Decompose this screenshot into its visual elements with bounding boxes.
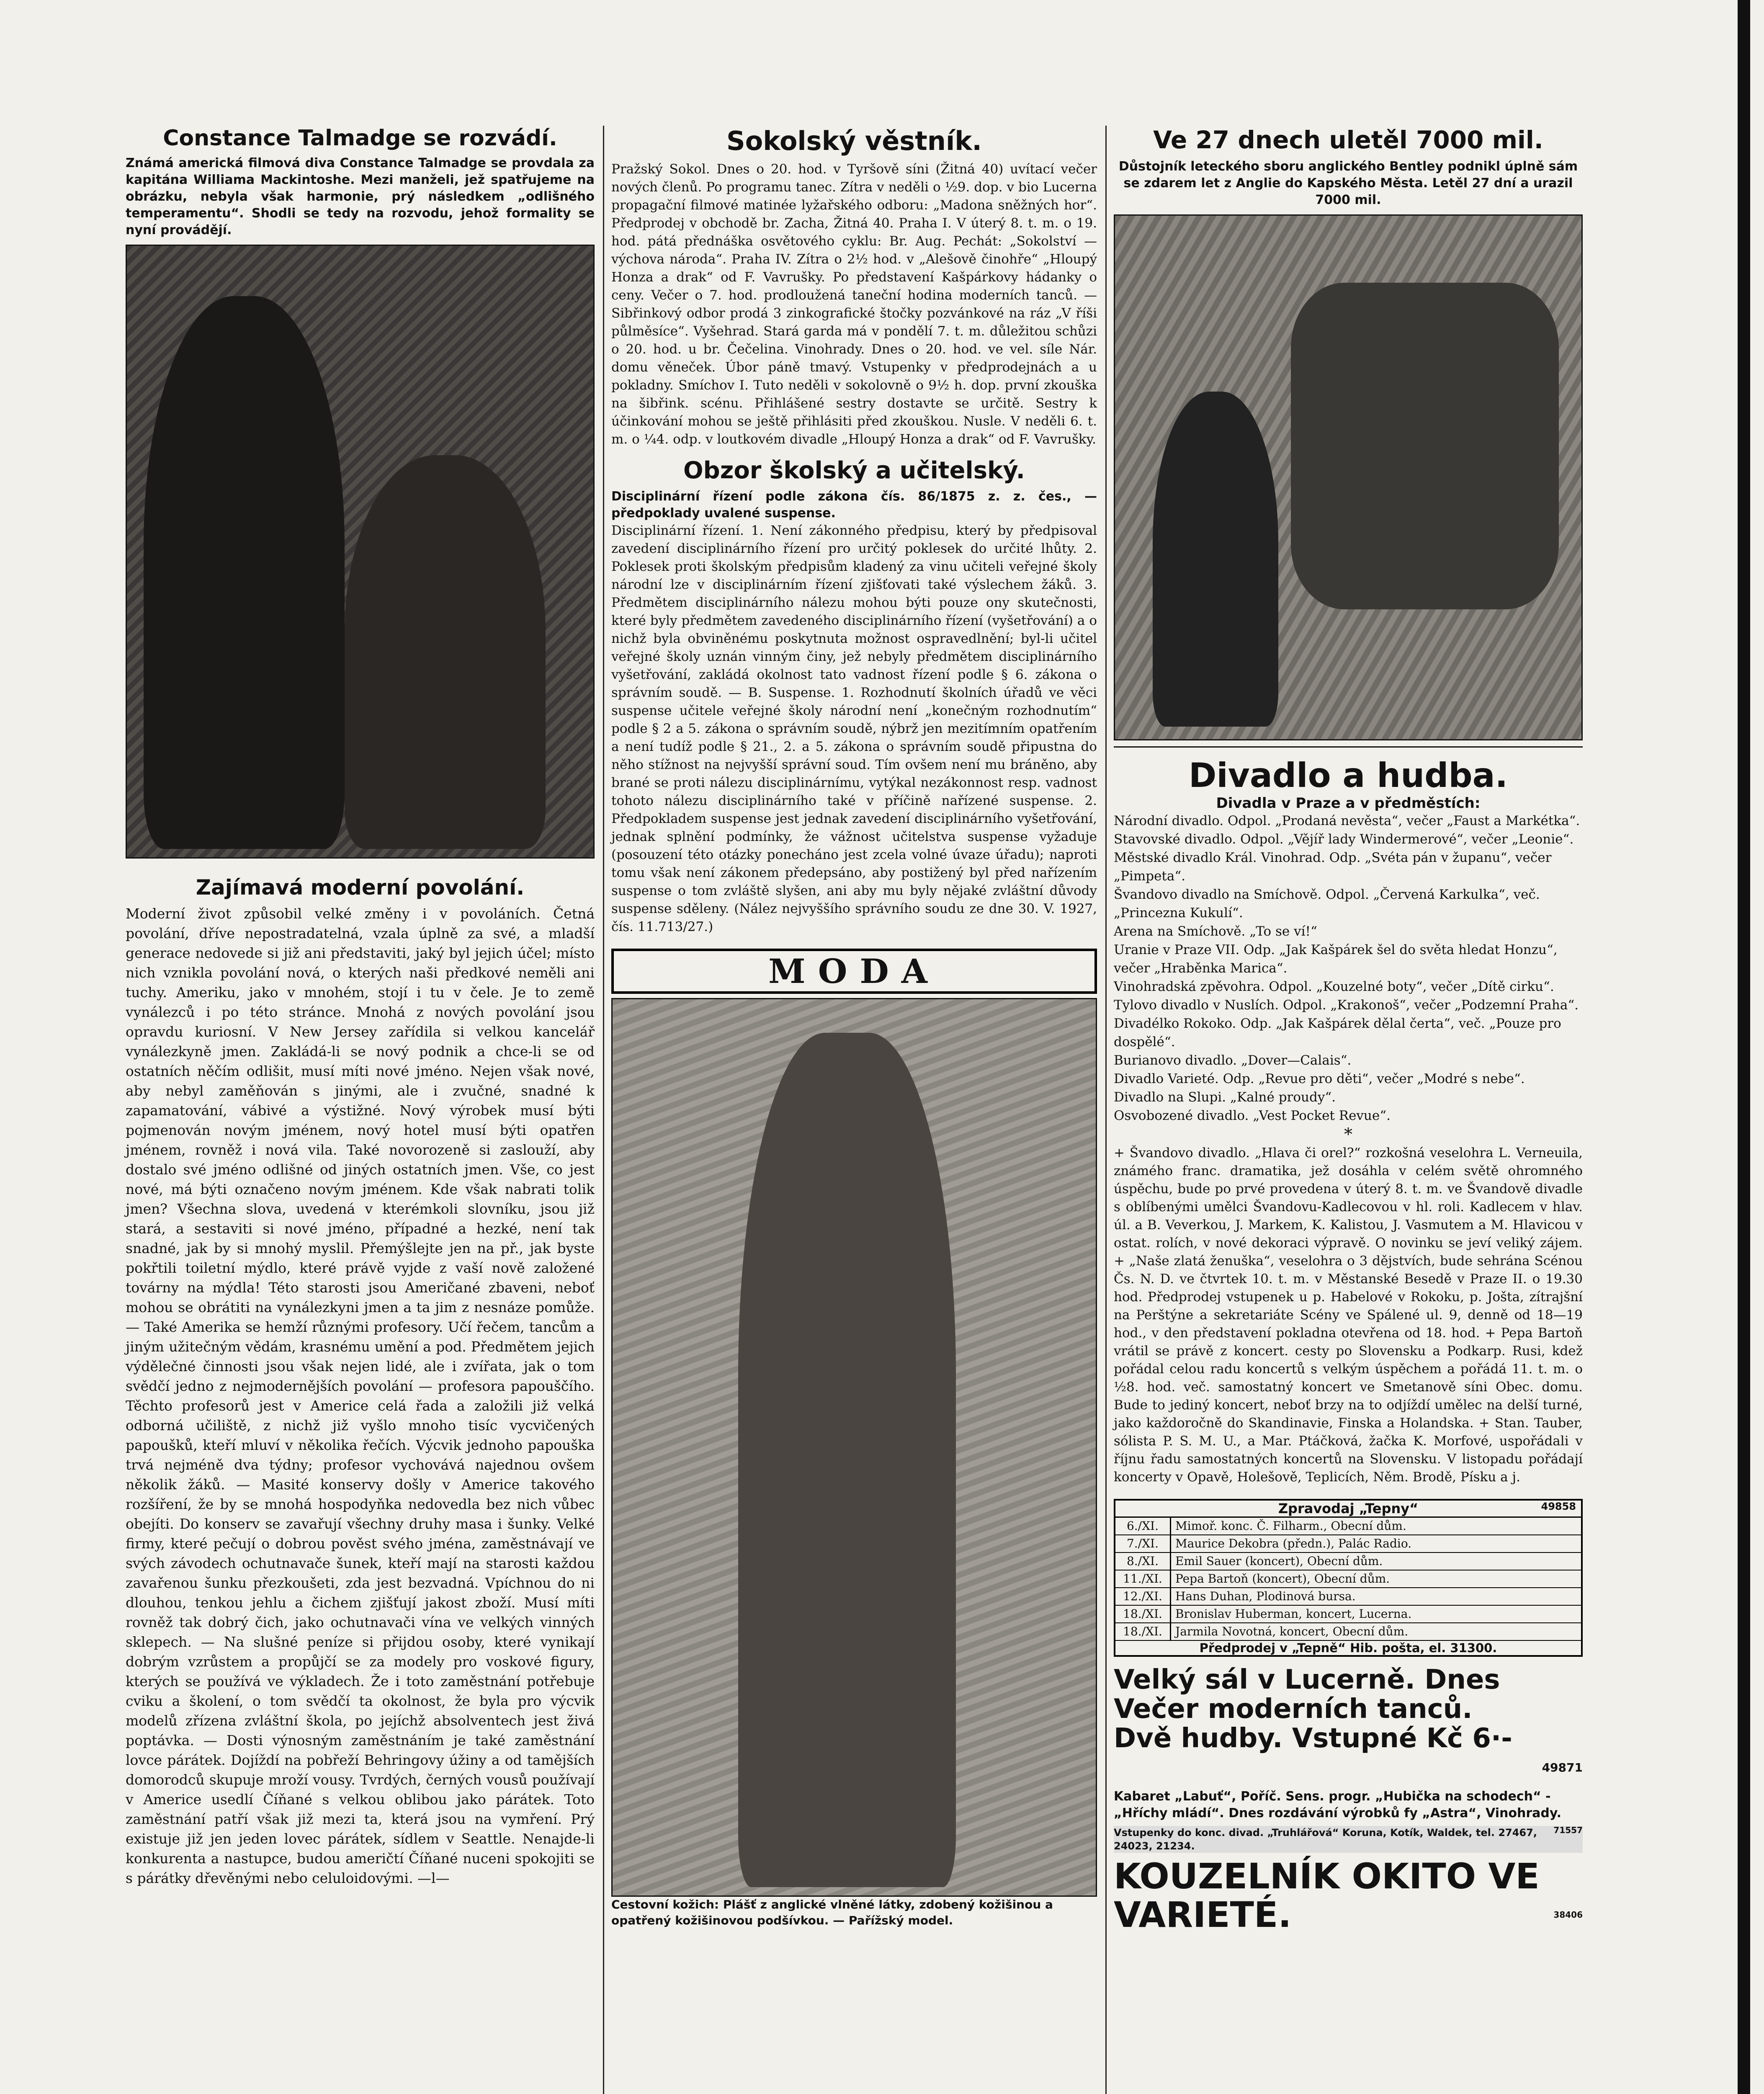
theatre-entry: Divadlo Varieté. Odp. „Revue pro děti“, večer „Modré s nebe“. xyxy=(1114,1071,1525,1086)
lucerna-ad-number: 49871 xyxy=(1542,1761,1583,1774)
row-event: Maurice Dekobra (předn.), Palác Radio. xyxy=(1175,1537,1412,1550)
divider xyxy=(1114,746,1583,748)
table-row xyxy=(1115,1570,1581,1588)
labut-ad-number: 71557 xyxy=(1553,1825,1583,1835)
lucerna-ad-line3: Dvě hudby. Vstupné Kč 6·- xyxy=(1114,1723,1512,1754)
tickets-ad: Vstupenky do konc. divad. „Truhlářová“ Koruna, Kotík, Waldek, tel. 27467, 24023, 21234. xyxy=(1114,1826,1583,1853)
row-event: Hans Duhan, Plodinová bursa. xyxy=(1175,1589,1356,1603)
flight-headline: Ve 27 dnech uletěl 7000 mil. xyxy=(1153,126,1543,154)
okito-ad xyxy=(1114,1857,1583,1934)
right-column xyxy=(1114,126,1583,1934)
theatre-entry: Švandovo divadlo na Smíchově. Odpol. „Červená Karkulka“, več. „Princezna Kukulí“. xyxy=(1114,887,1540,921)
theatre-entry: Uranie v Praze VII. Odp. „Jak Kašpárek šel do světa hledat Honzu“, večer „Hraběnka Marica“. xyxy=(1114,942,1558,976)
lucerna-ad xyxy=(1114,1665,1583,1782)
column-rule-right xyxy=(1105,126,1107,2094)
row-event: Mimoř. konc. Č. Filharm., Obecní dům. xyxy=(1175,1519,1406,1533)
moda-photo xyxy=(611,998,1097,1897)
row-date: 6./XI. xyxy=(1115,1518,1171,1534)
theatre-entry: Národní divadlo. Odpol. „Prodaná nevěsta“, večer „Faust a Markétka“. xyxy=(1114,813,1580,828)
school-article: Disciplinární řízení. 1. Není zákonného předpisu, který by předpisoval zavedení disciplinárního řízení pro určitý poklesek do určité lhůty. 2. Poklesek proti školským předpisům kladený za vinu učiteli veřejné školy národní lze v disciplinárním řízení zjišťovati také výslechem žáků. 3. Předmětem disciplinárního nálezu mohou býti pouze ony skutečnosti, které byly předmětem zavedeného disciplinárního řízení (vyšetřování) a o nichž byla obviněnému poskytnuta možnost ospravedlnění; byl-li učitel veřejné školy uznán vinným činy, jež nebyly předmětem disciplinárního vyšetřování, zakládá okolnost tato vadnost řízení podle § 6. zákona o správním soudě. — B. Suspense. 1. Rozhodnutí školních úřadů ve věci suspense učitele veřejné školy národní není „konečným rozhodnutím“ podle § 2 a 5. zákona o správním soudě, nýbrž jen mezitímním opatřením a není tudíž podle § 21., 2. a 5. zákona o správním soudě připustna do něho stížnost na nejvyšší správní soud. Tím ovšem není mu bráněno, aby brané se proti nálezu disciplinárnímu, vytýkal nezákonnost resp. vadnost tohoto nálezu disciplinárního také v příčině nařízené suspense. 2. Předpokladem suspense jest jednak zavedení disciplinárního vyšetřování, jednak splnění podmínky, že vážnost učitelstva suspense vyžaduje (posouzení této otázky ponecháno jest zcela volné úvaze úřadu); naproti tomu však není zákonem předepsáno, aby postižený byl před nařízením suspense o tom zvláště slyšen, ani aby mu byly nějaké zvláštní důvody suspense sděleny. (Nález nejvyššího správního soudu ze dne 30. V. 1927, čís. 11.713/27.) xyxy=(611,523,1097,934)
okito-ad-text: KOUZELNÍK OKITO VE VARIETÉ. xyxy=(1114,1856,1540,1935)
talmadge-photo xyxy=(126,245,595,859)
flight-lead: Důstojník leteckého sboru anglického Bentley podnikl úplně sám se zdarem let z Anglie do Kapského Města. Letěl 27 dní a urazil 7000 mil. xyxy=(1118,159,1578,207)
tepna-table xyxy=(1114,1499,1583,1657)
theatre-listing xyxy=(1114,812,1583,1125)
table-row xyxy=(1115,1518,1581,1535)
lucerna-ad-line2: Večer moderních tanců. xyxy=(1114,1694,1473,1725)
theatre-news: + Švandovo divadlo. „Hlava či orel?“ rozkošná veselohra L. Verneuila, známého franc. dramatika, jež dosáhla v celém světě ohromného úspěchu, bude po prvé provedena v úterý 8. t. m. ve Švandově divadle s oblíbenými umělci Švandovu-Kadlecovou v hl. roli. Kadlecem v hlav. úl. a B. Veverkou, J. Markem, K. Kalistou, J. Vasmutem a M. Hlavicou v ostat. rolích, v nové dekoraci výpravě. O novinku se jeví veliký zájem. + „Naše zlatá ženuška“, veselohra o 3 dějstvích, bude sehrána Scénou Čs. N. D. ve čtvrtek 10. t. m. v Městanské Besedě v Praze II. o 19.30 hod. Předprodej vstupenek u p. Habelové v Rokoku, p. Jošta, zítrajšní na Perštýne a sekretariáte Scény ve Spálené ul. 9, denně od 18—19 hod., v den představení pokladna otevřena od 18. hod. + Pepa Bartoň vrátil se právě z koncert. cesty po Slovensku a Podkarp. Rusi, kdež pořádal celou radu koncertů s velkým úspěchem a pořádá 11. t. m. o ½8. hod. več. samostatný koncert ve Smetanově síni Obec. domu. Bude to jediný koncert, neboť brzy na to odjíždí umělec na delší turné, jako každoročně do Skandinavie, Finska a Holandska. + Stan. Tauber, sólista P. S. M. U., a Mar. Ptáčková, žačka K. Morfové, uspořádali v říjnu řadu samostatných koncertů na Slovensku. V listopadu pořádají koncerty v Opavě, Holešově, Teplicích, Něm. Brodě, Písku a j. xyxy=(1114,1145,1583,1485)
tepna-ad-number: 49858 xyxy=(1541,1501,1576,1512)
table-row xyxy=(1115,1535,1581,1553)
theatre-entry: Městské divadlo Král. Vinohrad. Odp. „Svéta pán v županu“, večer „Pimpeta“. xyxy=(1114,850,1552,884)
labut-ad-text: Kabaret „Labuť“, Poříč. Sens. progr. „Hubička na schodech“ - „Hříchy mládí“. Dnes rozdávání výrobků fy „Astra“, Vinohrady. xyxy=(1114,1789,1562,1821)
professions-headline: Zajímavá moderní povolání. xyxy=(196,875,525,900)
table-row xyxy=(1115,1623,1581,1641)
row-event: Jarmila Novotná, koncert, Obecní dům. xyxy=(1175,1625,1409,1638)
okito-ad-number: 38406 xyxy=(1553,1910,1583,1920)
table-row xyxy=(1115,1588,1581,1606)
row-date: 7./XI. xyxy=(1115,1535,1171,1552)
row-event: Pepa Bartoň (koncert), Obecní dům. xyxy=(1175,1572,1390,1586)
talmadge-headline: Constance Talmadge se rozvádí. xyxy=(163,126,557,151)
man-figure xyxy=(144,296,345,849)
middle-column xyxy=(611,126,1097,1929)
school-headline: Obzor školský a učitelský. xyxy=(683,457,1025,484)
section-star: * xyxy=(1344,1125,1352,1144)
moda-banner: MODA xyxy=(611,949,1097,994)
flight-photo xyxy=(1114,214,1583,740)
page-edge-shadow xyxy=(1738,0,1750,2094)
sokol-headline: Sokolský věstník. xyxy=(726,126,982,156)
labut-ad xyxy=(1114,1788,1583,1835)
row-date: 18./XI. xyxy=(1115,1623,1171,1640)
left-column xyxy=(126,126,595,1888)
sokol-article: Pražský Sokol. Dnes o 20. hod. v Tyršově síni (Žitná 40) uvítací večer nových členů. Po programu tanec. Zítra v neděli o ½9. dop. v bio Lucerna propagační filmové matinée lyžařského odboru: „Madona sněžných hor“. Předprodej v obchodě br. Zacha, Žitná 40. Praha I. V úterý 8. t. m. o 19. hod. pátá přednáška osvětového cyklu: Br. Aug. Pechát: „Sokolství — výchova národa“. Praha IV. Zítra o 2½ hod. v „Alešově činohře“ „Hloupý Honza a drak“ od F. Vavrušky. Po představení Kašpárkovy hádanky o ceny. Večer o 7. hod. prodloužená taneční hodina moderních tanců. — Sibřinkový odbor prodá 3 zinkografické štočky pozvánkové na ráz „V říši půlměsíce“. Vyšehrad. Stará garda má v pondělí 7. t. m. důležitou schůzi o 20. hod. u br. Čečelina. Vinohrady. Dnes o 20. hod. ve vel. síle Nár. domu věneček. Úbor páně tmavý. Vstupenky v předprodejnách a u pokladny. Smíchov I. Tuto neděli v sokolovně o 9½ h. dop. první zkouška na šibřink. scénu. Přihlášené sestry dostavte se určitě. Sestry k účinkování mohou se ještě přihlásiti před zkouškou. Nusle. V neděli 6. t. m. o ¼4. odp. v loutkovém divadle „Hloupý Honza a drak“ od F. Vavrušky. xyxy=(611,162,1097,447)
tepna-table-title xyxy=(1115,1501,1581,1518)
divadlo-headline: Divadlo a hudba. xyxy=(1188,756,1508,795)
theatre-entry: Divadlo na Slupi. „Kalné proudy“. xyxy=(1114,1090,1336,1105)
theatre-entry: Arena na Smíchově. „To se ví!“ xyxy=(1114,924,1317,939)
pilot-figure xyxy=(1153,392,1278,727)
divadlo-subheadline: Divadla v Praze a v předměstích: xyxy=(1216,795,1481,812)
lucerna-ad-line1: Velký sál v Lucerně. Dnes xyxy=(1114,1664,1500,1695)
row-date: 8./XI. xyxy=(1115,1553,1171,1570)
column-rule-left xyxy=(603,126,604,2094)
theatre-entry: Osvobozené divadlo. „Vest Pocket Revue“. xyxy=(1114,1108,1391,1123)
row-date: 12./XI. xyxy=(1115,1588,1171,1605)
row-date: 11./XI. xyxy=(1115,1570,1171,1587)
row-event: Emil Sauer (koncert), Obecní dům. xyxy=(1175,1554,1383,1568)
theatre-entry: Stavovské divadlo. Odpol. „Vějíř lady Windermerové“, večer „Leonie“. xyxy=(1114,832,1574,847)
theatre-entry: Vinohradská zpěvohra. Odpol. „Kouzelné boty“, večer „Dítě cirku“. xyxy=(1114,979,1554,994)
airplane-figure xyxy=(1291,283,1559,609)
woman-figure xyxy=(345,455,546,849)
table-row xyxy=(1115,1553,1581,1570)
theatre-entry: Tylovo divadlo v Nuslích. Odpol. „Krakonoš“, večer „Podzemní Praha“. xyxy=(1114,998,1579,1013)
theatre-entry: Burianovo divadlo. „Dover—Calais“. xyxy=(1114,1053,1352,1068)
school-lead: Disciplinární řízení podle zákona čís. 86/1875 z. z. čes., — předpoklady uvalené suspense. xyxy=(611,489,1097,521)
coat-figure xyxy=(738,1033,956,1887)
table-row xyxy=(1115,1606,1581,1623)
tepna-table-title-text: Zpravodaj „Tepny“ xyxy=(1278,1501,1419,1516)
row-event: Bronislav Huberman, koncert, Lucerna. xyxy=(1175,1607,1412,1621)
row-date: 18./XI. xyxy=(1115,1606,1171,1622)
talmadge-lead: Známá americká filmová diva Constance Talmadge se provdala za kapitána Williama Mackintoshe. Mezi manželi, jež spatřujeme na obrázku, nebyla však harmonie, prý následkem „odlišného temperamentu“. Shodli se tedy na rozvodu, jehož formality se nyní provádějí. xyxy=(126,156,595,237)
theatre-entry: Divadélko Rokoko. Odp. „Jak Kašpárek dělal čerta“, več. „Pouze pro dospělé“. xyxy=(1114,1016,1561,1050)
tepna-footer: Předprodej v „Tepně“ Hib. pošta, el. 31300. xyxy=(1199,1641,1497,1655)
professions-article: Moderní život způsobil velké změny i v povoláních. Četná povolání, dříve nepostradatelná, vzala úplně za své, a mladší generace nedovede si již ani představiti, jaký byl jejich účel; místo nich vznikla povolání nová, o kterých naši předkové neměli ani tuchy. Ameriku, jako v mnohém, stojí i tu v čele. Je to země vynálezců i po této stránce. Mnohá z nových povolání jsou opravdu kuriosní. V New Jersey zařídila si velkou kancelář vynálezkyně jmen. Zakládá-li se nový podnik a chce-li se od ostatních něčím odlišit, musí míti nové jméno. Nejen však nové, aby nebyl zaměňován s jinými, ale i zvučné, snadné k zapamatování, vábivé a výstižné. Nový výrobek musí býti pojmenován novým jménem, nový hotel musí býti opatřen jménem, rovněž i nová vila. Také novorozeně si zaslouží, aby dostalo své jméno odlišné od jiných ostatních jmen. Vše, co jest nové, má býti označeno novým jménem. Kde však nabrati tolik jmen? Všechna slova, uvedená v kterémkoli slovníku, jsou již stará, a sestaviti si nové jméno, případné a hezké, není tak snadné, jak by si mnohý myslil. Přemýšlejte jen na př., jak byste pokřtili toiletní mýdlo, které právě vyjde z vaší nově založené továrny na mýdla! Této starosti jsou Američané zbaveni, neboť mohou se obrátiti na vynálezkyni jmen a ta jim z nesnáze pomůže. — Také Amerika se hemží různými profesory. Učí řečem, tancům a jiným užitečným vědám, krasnému umění a pod. Předmětem jejich výdělečné činnosti jsou však nejen lidé, ale i zvířata, jak o tom svědčí jedno z nejmodernějších povolání — profesora papouščího. Těchto profesorů jest v Americe celá řada a založili již velká odborná učiliště, z nichž již vyšlo mnoho tisíc vycvičených papoušků, kteří mluví v několika řečích. Výcvik jednoho papouška trvá nejméně dva týdny; profesor vychovává najednou ovšem několik žáků. — Masité konservy došly v Americe takového rozšíření, že by se mnohá hospodyňka nedovedla bez nich vůbec obejíti. Do konserv se zavařují všechny druhy masa i šunky. Velké firmy, které pečují o dobrou pověst svého jména, zaměstnávají ve svých závodech ochutnavače šunek, kteří mají na starosti každou zavařenou šunku přezkoušeti, zda jest bezvadná. Vpíchnou do ni dlouhou, tenkou jehlu a čichem zjišťují jakost zboží. Musí míti rovněž tak dobrý čich, jako ochutnavači vína ve velkých vinných sklepech. — Na slušné peníze si přijdou osoby, které vynikají dobrým vzrůstem a propůjčí se za modely pro voskové figury, kterých se používá ve výkladech. Že i toto zaměstnání potřebuje cviku a školení, o tom svědčí ta okolnost, že byla pro výcvik modelů zřízena zvláštní škola, po jejíchž absolventech jest živá poptávka. — Dosti výnosným zaměstnáním je také zaměstnání lovce párátek. Dojíždí na pobřeží Behringovy úžiny a od tamějších domorodců skupuje mroží vousy. Tvrdých, černých vousů používají v Americe usedlí Číňané s velkou oblibou jako párátek. Toto zaměstnání patří však již mezi ta, která jsou na vymření. Prý existuje již jen jeden lovec párátek, sídlem v Seattle. Nenajde-li konkurenta a nastupce, budou američtí Číňané nuceni spokojiti se s párátky dřevěnými nebo celuloidovými. —l— xyxy=(126,905,595,1886)
moda-caption: Cestovní kožich: Plášť z anglické vlněné látky, zdobený kožišinou a opatřený kožišinovou podšívkou. — Pařížský model. xyxy=(611,1898,1053,1927)
